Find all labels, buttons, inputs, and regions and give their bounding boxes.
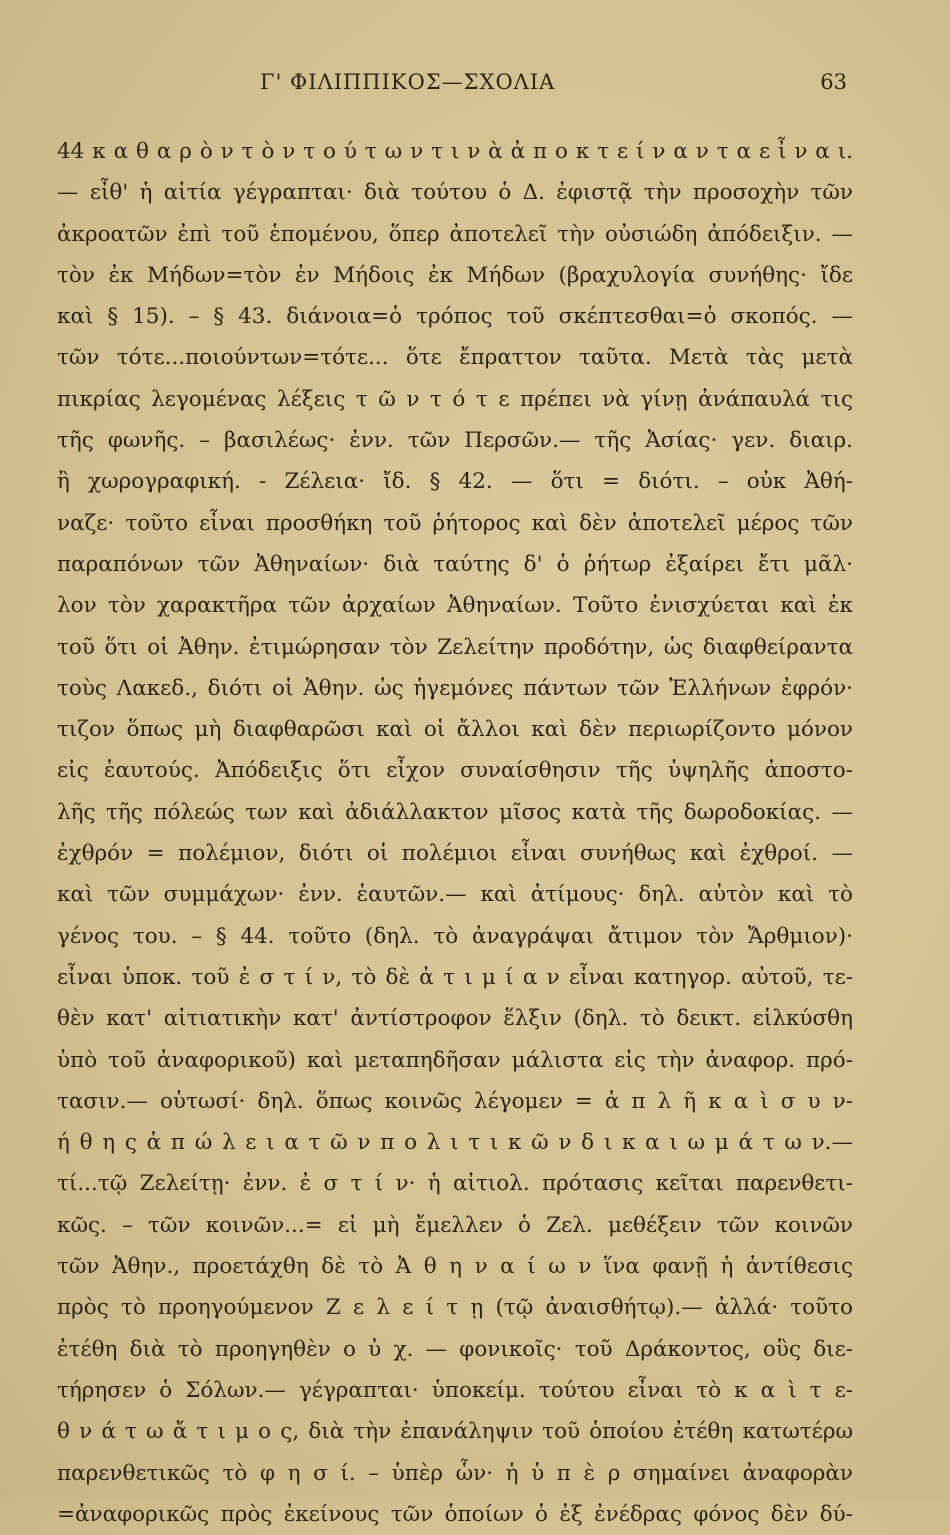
text-line: λον τὸν χαρακτῆρα τῶν ἀρχαίων Ἀθηναίων. Τοῦτο ἐνισχύεται καὶ ἐκ: [57, 593, 853, 619]
text-line: τοὺς Λακεδ., διότι οἱ Ἀθην. ὡς ἡγεμόνες πάντων τῶν Ἑλλήνων ἐφρόν·: [57, 675, 853, 701]
text-line: λῆς τῆς πόλεώς των καὶ ἀδιάλλακτον μῖσος κατὰ τῆς δωροδοκίας. —: [57, 799, 853, 825]
text-line: τοῦ ὅτι οἱ Ἀθην. ἐτιμώρησαν τὸν Ζελείτην προδότην, ὡς διαφθείραντα: [57, 634, 853, 660]
text-line: — εἶθ' ἡ αἰτία γέγραπται· διὰ τούτου ὁ Δ. ἐφιστᾷ τὴν προσοχὴν τῶν: [57, 180, 853, 206]
text-line: =ἀναφορικῶς πρὸς ἐκείνους τῶν ὁποίων ὁ ἐξ ἐνέδρας φόνος δὲν δύ-: [57, 1501, 853, 1527]
text-line: ἐτέθη διὰ τὸ προηγηθὲν ο ὐ χ. — φονικοῖς· τοῦ Δράκοντος, οὓς διε-: [57, 1336, 853, 1362]
text-line: τῶν Ἀθην., προετάχθη δὲ τὸ Ἀ θ η ν α ί ω ν ἵνα φανῇ ἡ ἀντίθεσις: [57, 1254, 853, 1280]
page-number: 63: [820, 70, 847, 94]
text-line: παραπόνων τῶν Ἀθηναίων· διὰ ταύτης δ' ὁ ῥήτωρ ἐξαίρει ἔτι μᾶλ·: [57, 551, 853, 577]
text-line: καὶ § 15). – § 43. διάνοια=ὁ τρόπος τοῦ σκέπτεσθαι=ὁ σκοπός. —: [57, 304, 853, 330]
commentary-text: [57, 131, 853, 1535]
text-line: ἢ χωρογραφική. - Ζέλεια· ἴδ. § 42. — ὅτι = διότι. – οὐκ Ἀθή-: [57, 469, 853, 495]
text-line: ἐχθρόν = πολέμιον, διότι οἱ πολέμιοι εἶναι συνήθως καὶ ἐχθροί. —: [57, 841, 853, 867]
text-line: τιζον ὅπως μὴ διαφθαρῶσι καὶ οἱ ἄλλοι καὶ δὲν περιωρίζοντο μόνον: [57, 717, 853, 743]
text-line: 44 κ α θ α ρ ὸ ν τ ὸ ν τ ο ύ τ ω ν τ ι ν ὰ ἀ π ο κ τ ε ί ν α ν τ α ε ἶ ν α ι.: [57, 139, 853, 164]
page-header: [60, 70, 890, 110]
text-line: ή θ η ς ἀ π ώ λ ε ι α τ ῶ ν π ο λ ι τ ι κ ῶ ν δ ι κ α ι ω μ ά τ ω ν.—: [57, 1130, 853, 1156]
text-line: τῆς φωνῆς. – βασιλέως· ἐνν. τῶν Περσῶν.— τῆς Ἀσίας· γεν. διαιρ.: [57, 428, 853, 454]
text-line: πικρίας λεγομένας λέξεις τ ῶ ν τ ό τ ε πρέπει νὰ γίνῃ ἀνάπαυλά τις: [57, 386, 853, 412]
text-line: καὶ τῶν συμμάχων· ἐνν. ἑαυτῶν.— καὶ ἀτίμους· δηλ. αὐτὸν καὶ τὸ: [57, 882, 853, 908]
text-line: ναζε· τοῦτο εἶναι προσθήκη τοῦ ῥήτορος καὶ δὲν ἀποτελεῖ μέρος τῶν: [57, 510, 853, 536]
text-line: κῶς. – τῶν κοινῶν...= εἰ μὴ ἔμελλεν ὁ Ζελ. μεθέξειν τῶν κοινῶν: [57, 1212, 853, 1238]
text-line: παρενθετικῶς τὸ φ η σ ί. – ὑπὲρ ὧν· ἡ ὑ π ὲ ρ σημαίνει ἀναφορὰν: [57, 1460, 853, 1486]
text-line: πρὸς τὸ προηγούμενον Ζ ε λ ε ί τ ῃ (τῷ ἀναισθήτῳ).— ἀλλά· τοῦτο: [57, 1295, 853, 1321]
text-line: τήρησεν ὁ Σόλων.— γέγραπται· ὑποκείμ. τούτου εἶναι τὸ κ α ὶ τ ε-: [57, 1377, 853, 1403]
text-line: τὸν ἐκ Μήδων=τὸν ἐν Μήδοις ἐκ Μήδων (βραχυλογία συνήθης· ἴδε: [57, 262, 853, 288]
running-title: Γ' ΦΙΛΙΠΠΙΚΟΣ—ΣΧΟΛΙΑ: [260, 70, 556, 94]
text-line: εἰς ἑαυτούς. Ἀπόδειξις ὅτι εἶχον συναίσθησιν τῆς ὑψηλῆς ἀποστο-: [57, 758, 853, 784]
text-line: θὲν κατ' αἰτιατικὴν κατ' ἀντίστροφον ἕλξιν (δηλ. τὸ δεικτ. εἱλκύσθη: [57, 1006, 853, 1032]
text-line: τασιν.— οὑτωσί· δηλ. ὅπως κοινῶς λέγομεν = ἁ π λ ῆ κ α ὶ σ υ ν-: [57, 1088, 853, 1114]
text-line: ὑπὸ τοῦ ἀναφορικοῦ) καὶ μεταπηδῆσαν μάλιστα εἰς τὴν ἀναφορ. πρό-: [57, 1047, 853, 1073]
text-line: θ ν ά τ ω ἄ τ ι μ ο ς, διὰ τὴν ἐπανάληψιν τοῦ ὁποίου ἐτέθη κατωτέρω: [57, 1419, 853, 1445]
text-line: γένος του. – § 44. τοῦτο (δηλ. τὸ ἀναγράψαι ἄτιμον τὸν Ἄρθμιον)·: [57, 923, 853, 949]
text-line: τῶν τότε...ποιούντων=τότε... ὅτε ἔπραττον ταῦτα. Μετὰ τὰς μετὰ: [57, 345, 853, 371]
text-line: τί...τῷ Ζελείτῃ· ἐνν. ἐ σ τ ί ν· ἡ αἰτιολ. πρότασις κεῖται παρενθετι-: [57, 1171, 853, 1197]
text-line: εἶναι ὑποκ. τοῦ ἐ σ τ ί ν, τὸ δὲ ἀ τ ι μ ί α ν εἶναι κατηγορ. αὐτοῦ, τε-: [57, 964, 853, 990]
text-line: ἀκροατῶν ἐπὶ τοῦ ἑπομένου, ὅπερ ἀποτελεῖ τὴν οὐσιώδη ἀπόδειξιν. —: [57, 221, 853, 247]
